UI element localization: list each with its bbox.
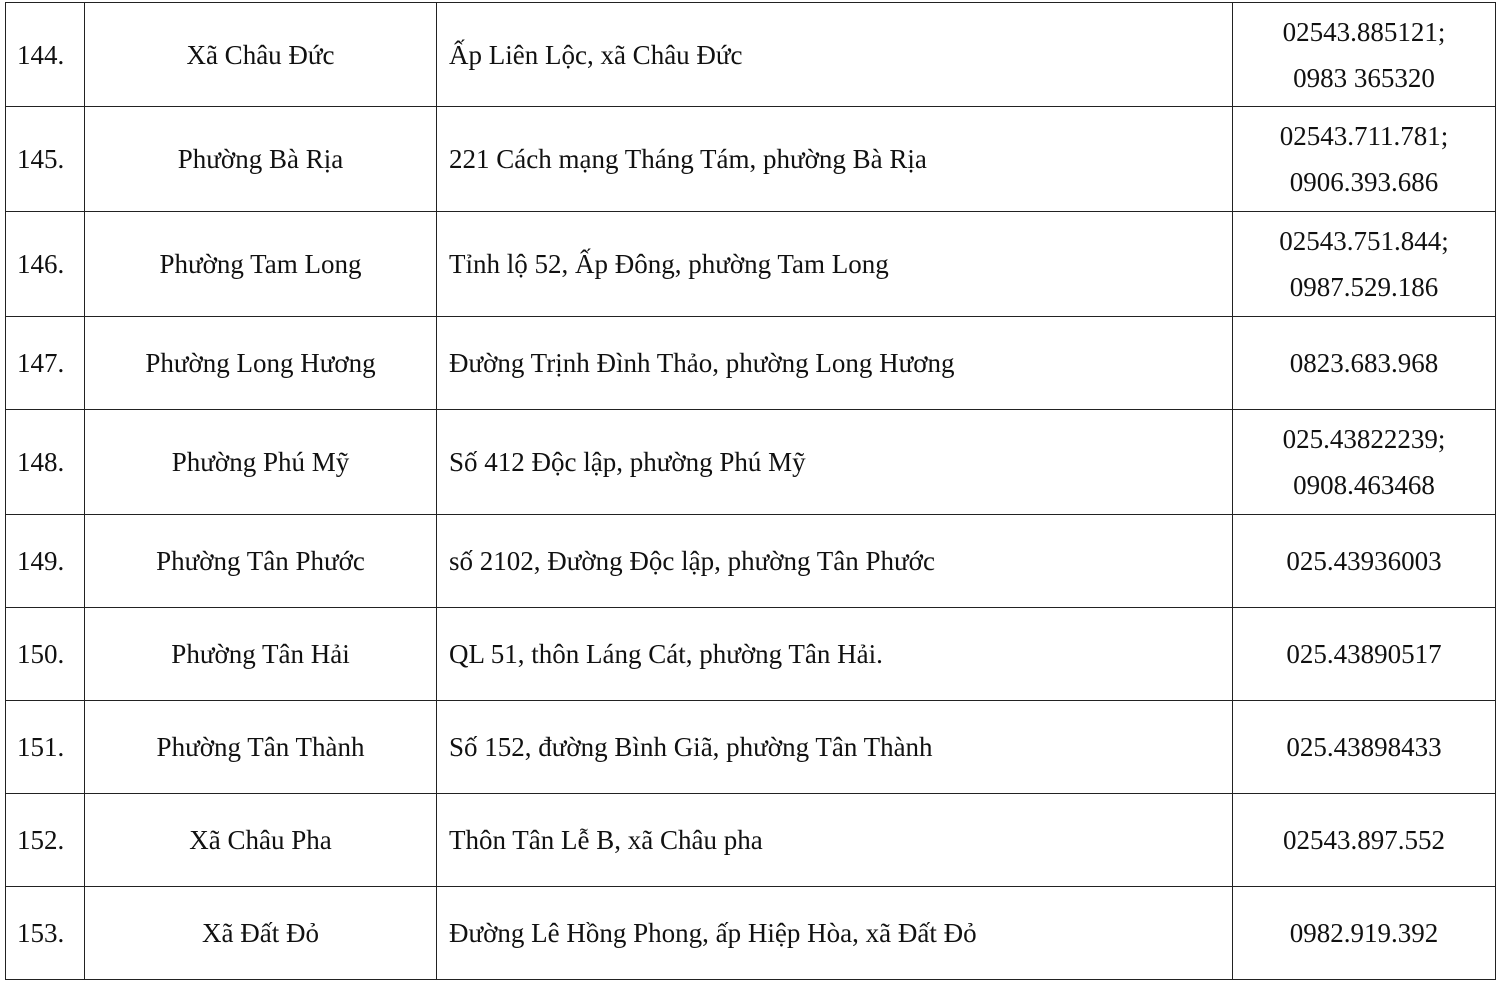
row-number: 144. [6, 3, 85, 107]
unit-name: Phường Tam Long [85, 212, 437, 317]
unit-name: Phường Phú Mỹ [85, 410, 437, 515]
unit-address: số 2102, Đường Độc lập, phường Tân Phước [437, 515, 1233, 608]
unit-address: Đường Lê Hồng Phong, ấp Hiệp Hòa, xã Đất Đỏ [437, 887, 1233, 980]
phone-number: 0983 365320 [1293, 62, 1435, 93]
unit-name: Phường Bà Rịa [85, 107, 437, 212]
row-number: 153. [6, 887, 85, 980]
phone-number: 025.43822239; [1282, 424, 1446, 454]
table-row [6, 212, 1496, 317]
phone-number: 025.43936003 [1286, 546, 1442, 576]
table-row [6, 515, 1496, 608]
phone-cell [1233, 515, 1496, 608]
row-number: 147. [6, 317, 85, 410]
phone-cell [1233, 3, 1496, 107]
unit-name: Xã Đất Đỏ [85, 887, 437, 980]
phone-number: 0908.463468 [1293, 470, 1435, 500]
phone-number: 02543.711.781; [1279, 121, 1449, 151]
unit-name: Phường Tân Phước [85, 515, 437, 608]
phone-number: 0982.919.392 [1289, 918, 1439, 948]
unit-address: Số 152, đường Bình Giã, phường Tân Thành [437, 701, 1233, 794]
unit-name: Xã Châu Pha [85, 794, 437, 887]
phone-number: 02543.751.844; [1279, 226, 1449, 256]
phone-number: 0906.393.686 [1289, 167, 1439, 197]
phone-number: 02543.885121; [1282, 16, 1446, 47]
unit-address: Đường Trịnh Đình Thảo, phường Long Hương [437, 317, 1233, 410]
phone-cell [1233, 317, 1496, 410]
unit-name: Phường Long Hương [85, 317, 437, 410]
unit-address: Số 412 Độc lập, phường Phú Mỹ [437, 410, 1233, 515]
phone-number: 025.43898433 [1286, 732, 1442, 762]
phone-number: 02543.897.552 [1283, 825, 1445, 855]
unit-address: Ấp Liên Lộc, xã Châu Đức [437, 3, 1233, 107]
unit-address: QL 51, thôn Láng Cát, phường Tân Hải. [437, 608, 1233, 701]
table-row [6, 887, 1496, 980]
table-row [6, 410, 1496, 515]
unit-address: Thôn Tân Lễ B, xã Châu pha [437, 794, 1233, 887]
phone-number: 0987.529.186 [1289, 272, 1439, 302]
row-number: 150. [6, 608, 85, 701]
row-number: 148. [6, 410, 85, 515]
unit-address: 221 Cách mạng Tháng Tám, phường Bà Rịa [437, 107, 1233, 212]
phone-cell [1233, 608, 1496, 701]
phone-number: 0823.683.968 [1289, 348, 1439, 378]
table-row [6, 794, 1496, 887]
phone-cell [1233, 410, 1496, 515]
phone-cell [1233, 107, 1496, 212]
row-number: 152. [6, 794, 85, 887]
phone-cell [1233, 794, 1496, 887]
phone-cell [1233, 701, 1496, 794]
unit-name: Phường Tân Hải [85, 608, 437, 701]
phone-cell [1233, 212, 1496, 317]
unit-name: Xã Châu Đức [85, 3, 437, 107]
table-row [6, 317, 1496, 410]
unit-name: Phường Tân Thành [85, 701, 437, 794]
table-row [6, 608, 1496, 701]
row-number: 146. [6, 212, 85, 317]
phone-cell [1233, 887, 1496, 980]
row-number: 149. [6, 515, 85, 608]
table-row [6, 701, 1496, 794]
unit-address: Tỉnh lộ 52, Ấp Đông, phường Tam Long [437, 212, 1233, 317]
contact-table [5, 2, 1496, 980]
phone-number: 025.43890517 [1286, 639, 1442, 669]
row-number: 145. [6, 107, 85, 212]
table-row [6, 107, 1496, 212]
row-number: 151. [6, 701, 85, 794]
table-row [6, 3, 1496, 107]
